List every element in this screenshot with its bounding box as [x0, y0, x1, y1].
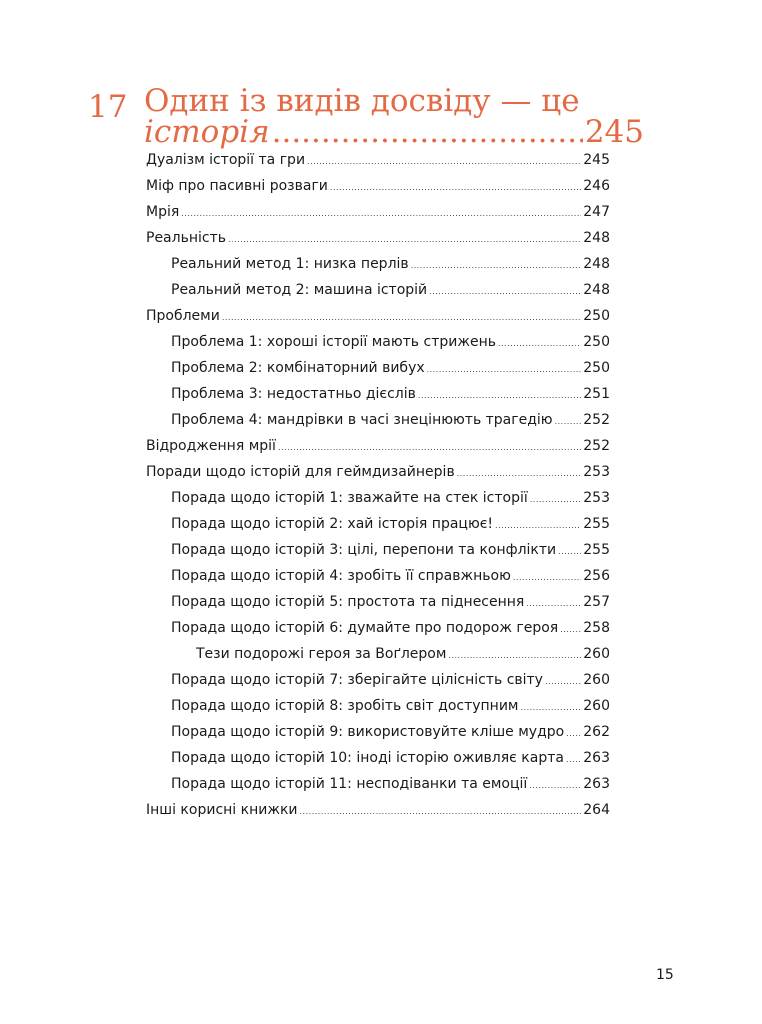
toc-entry-title: Порада щодо історій 6: думайте про подорож героя — [171, 620, 559, 636]
toc-entry[interactable] — [146, 329, 610, 355]
toc-entry-title: Поради щодо історій для геймдизайнерів — [146, 464, 455, 480]
toc-leader-dots — [427, 357, 582, 383]
toc-entry-page: 252 — [583, 412, 610, 428]
toc-leader-dots — [307, 149, 581, 175]
toc-leader-dots — [521, 695, 582, 721]
toc-list — [146, 147, 610, 823]
toc-leader-dots — [566, 747, 581, 773]
toc-entry[interactable] — [146, 251, 610, 277]
toc-entry-page: 247 — [583, 204, 610, 220]
toc-leader-dots — [330, 175, 581, 201]
toc-entry-title: Проблеми — [146, 308, 220, 324]
toc-leader-dots — [448, 643, 581, 669]
toc-leader-dots — [498, 331, 581, 357]
toc-entry-title: Відродження мрії — [146, 438, 276, 454]
toc-entry-title: Реальність — [146, 230, 226, 246]
toc-entry[interactable] — [146, 537, 610, 563]
toc-entry[interactable] — [146, 719, 610, 745]
toc-leader-dots — [545, 669, 581, 695]
toc-entry[interactable] — [146, 173, 610, 199]
toc-entry-page: 262 — [583, 724, 610, 740]
toc-entry-title: Тези подорожі героя за Воґлером — [196, 646, 447, 662]
toc-leader-dots — [429, 279, 581, 305]
toc-leader-dots — [526, 591, 581, 617]
toc-entry-page: 248 — [583, 230, 610, 246]
toc-entry-title: Порада щодо історій 3: цілі, перепони та конфлікти — [171, 542, 557, 558]
toc-entry[interactable] — [146, 667, 610, 693]
toc-entry-page: 263 — [583, 776, 610, 792]
toc-entry-page: 253 — [583, 490, 610, 506]
toc-entry-page: 248 — [583, 256, 610, 272]
toc-entry-page: 264 — [583, 802, 610, 818]
toc-leader-dots — [560, 617, 581, 643]
toc-entry[interactable] — [146, 485, 610, 511]
toc-leader-dots — [278, 435, 581, 461]
toc-entry-page: 250 — [583, 334, 610, 350]
toc-leader-dots — [418, 383, 581, 409]
toc-entry-page: 257 — [583, 594, 610, 610]
toc-leader-dots — [566, 721, 581, 747]
toc-entry[interactable] — [146, 277, 610, 303]
chapter-title-line1: Один із видів досвіду — це — [144, 83, 580, 119]
toc-entry[interactable] — [146, 433, 610, 459]
toc-entry[interactable] — [146, 199, 610, 225]
toc-entry[interactable] — [146, 303, 610, 329]
chapter-title-line2 — [144, 114, 644, 150]
toc-entry-title: Порада щодо історій 7: зберігайте цілісність світу — [171, 672, 543, 688]
toc-entry-title: Проблема 2: комбінаторний вибух — [171, 360, 425, 376]
chapter-leader-dots — [272, 117, 583, 148]
toc-entry-title: Міф про пасивні розваги — [146, 178, 328, 194]
toc-entry-page: 260 — [583, 672, 610, 688]
toc-entry-page: 246 — [583, 178, 610, 194]
toc-leader-dots — [558, 539, 581, 565]
toc-entry-title: Порада щодо історій 5: простота та піднесення — [171, 594, 525, 610]
toc-entry-title: Порада щодо історій 10: іноді історію оживляє карта — [171, 750, 564, 766]
page-number: 15 — [656, 967, 674, 983]
toc-leader-dots — [181, 201, 581, 227]
toc-entry[interactable] — [146, 745, 610, 771]
toc-entry-title: Реальний метод 1: низка перлів — [171, 256, 409, 272]
toc-leader-dots — [300, 799, 582, 825]
toc-entry-page: 252 — [583, 438, 610, 454]
toc-entry[interactable] — [146, 693, 610, 719]
toc-entry[interactable] — [146, 615, 610, 641]
toc-entry[interactable] — [146, 589, 610, 615]
toc-entry-title: Дуалізм історії та гри — [146, 152, 306, 168]
toc-entry-page: 258 — [583, 620, 610, 636]
toc-entry[interactable] — [146, 641, 610, 667]
toc-entry-title: Порада щодо історій 8: зробіть світ доступним — [171, 698, 519, 714]
toc-leader-dots — [411, 253, 582, 279]
toc-entry-title: Порада щодо історій 1: зважайте на стек історії — [171, 490, 528, 506]
toc-leader-dots — [495, 513, 581, 539]
toc-entry[interactable] — [146, 355, 610, 381]
toc-entry-title: Порада щодо історій 2: хай історія працює! — [171, 516, 494, 532]
toc-entry-title: Мрія — [146, 204, 180, 220]
toc-entry-page: 260 — [583, 646, 610, 662]
toc-entry-title: Проблема 3: недостатньо дієслів — [171, 386, 416, 402]
chapter-title[interactable] — [144, 83, 644, 150]
toc-entry-page: 263 — [583, 750, 610, 766]
toc-entry-title: Реальний метод 2: машина історій — [171, 282, 428, 298]
toc-entry-page: 245 — [583, 152, 610, 168]
toc-entry[interactable] — [146, 563, 610, 589]
toc-entry-page: 255 — [583, 516, 610, 532]
toc-entry[interactable] — [146, 225, 610, 251]
toc-entry-page: 256 — [583, 568, 610, 584]
toc-entry-page: 260 — [583, 698, 610, 714]
toc-leader-dots — [228, 227, 581, 253]
toc-leader-dots — [555, 409, 582, 435]
toc-leader-dots — [457, 461, 582, 487]
chapter-page-number: 245 — [584, 114, 644, 150]
toc-entry[interactable] — [146, 771, 610, 797]
chapter-title-italic: історія — [144, 114, 270, 150]
toc-entry-title: Порада щодо історій 4: зробіть її справжньою — [171, 568, 511, 584]
toc-entry[interactable] — [146, 459, 610, 485]
toc-entry-page: 248 — [583, 282, 610, 298]
toc-entry-page: 250 — [583, 308, 610, 324]
toc-entry[interactable] — [146, 797, 610, 823]
toc-entry-title: Проблема 4: мандрівки в часі знецінюють трагедію — [171, 412, 553, 428]
toc-entry[interactable] — [146, 407, 610, 433]
toc-leader-dots — [222, 305, 581, 331]
toc-entry-title: Проблема 1: хороші історії мають стрижень — [171, 334, 496, 350]
toc-entry-title: Порада щодо історій 9: використовуйте кліше мудро — [171, 724, 565, 740]
toc-entry-page: 250 — [583, 360, 610, 376]
toc-entry-title: Порада щодо історій 11: несподіванки та емоції — [171, 776, 528, 792]
toc-entry[interactable] — [146, 511, 610, 537]
toc-entry-page: 255 — [583, 542, 610, 558]
toc-leader-dots — [529, 773, 581, 799]
toc-entry[interactable] — [146, 381, 610, 407]
toc-entry-page: 253 — [583, 464, 610, 480]
toc-leader-dots — [513, 565, 581, 591]
toc-entry-title: Інші корисні книжки — [146, 802, 298, 818]
chapter-number: 17 — [88, 89, 128, 125]
toc-entry-page: 251 — [583, 386, 610, 402]
toc-leader-dots — [530, 487, 582, 513]
toc-entry[interactable] — [146, 147, 610, 173]
